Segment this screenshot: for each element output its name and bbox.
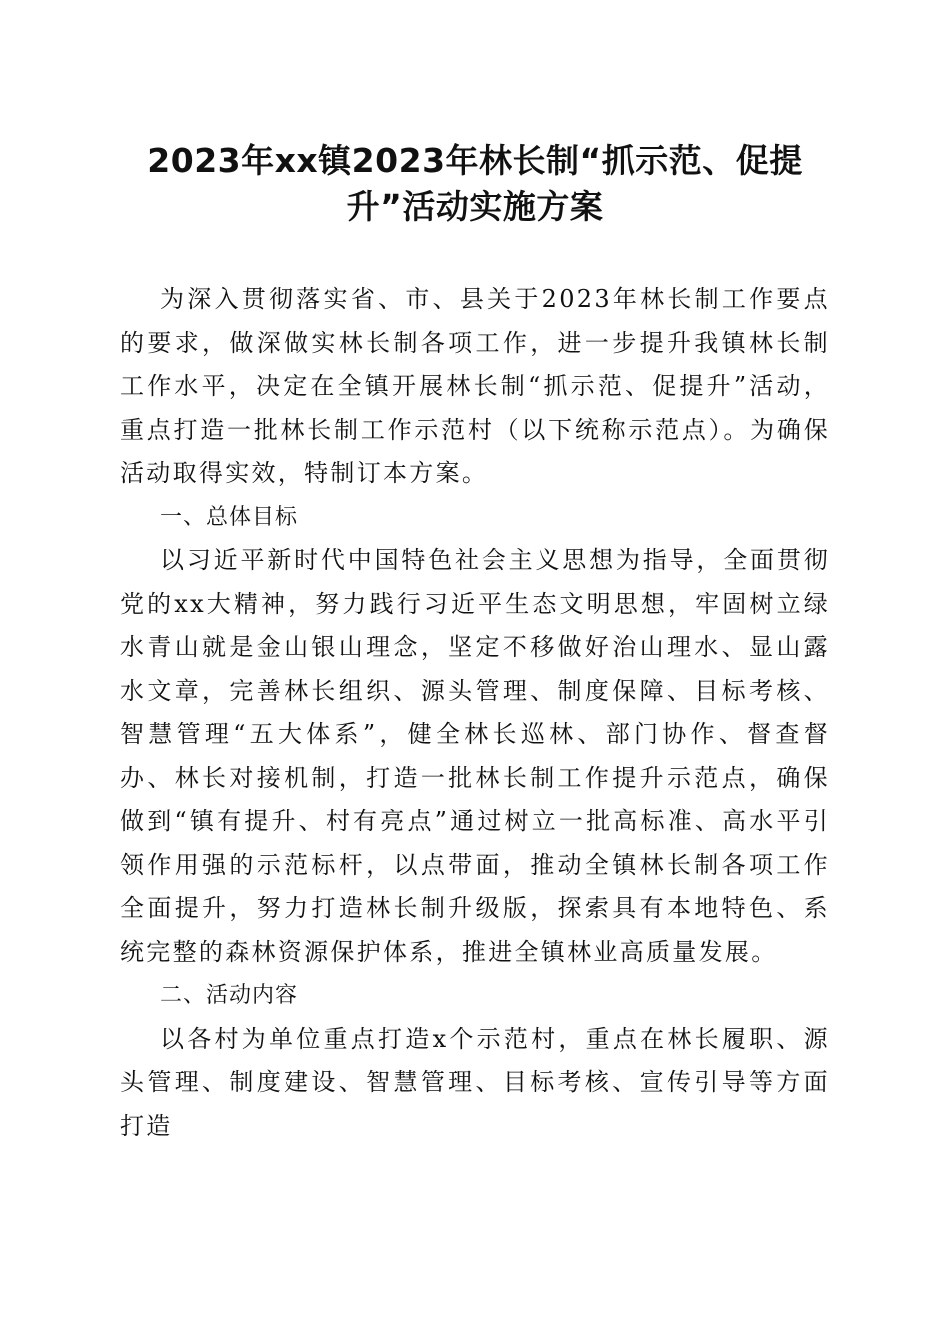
section-heading-2: 二、活动内容 — [160, 983, 299, 1008]
section-2-paragraph: 以各村为单位重点打造x个示范村，重点在林长履职、源头管理、制度建设、智慧管理、目标考核、宣传引导等方面打造 — [120, 1024, 830, 1140]
section-heading-1: 一、总体目标 — [160, 504, 299, 530]
section-1-paragraph: 以习近平新时代中国特色社会主义思想为指导，全面贯彻党的xx大精神，努力践行习近平生态文明思想，牢固树立绿水青山就是金山银山理念，坚定不移做好治山理水、显山露水文章，完善林长组织、源头管理、制度保障、目标考核、智慧管理“五大体系”，健全林长巡林、部门协作、督查督办、林长对接机制，打造一批林长制工作提升示范点，确保做到“镇有提升、村有亮点”通过树立一批高标准、高水平引领作用强的示范标杆，以点带面，推动全镇林长制各项工作全面提升，努力打造林长制升级版，探索具有本地特色、系统完整的森林资源保护体系，推进全镇林业高质量发展。 — [120, 546, 830, 966]
title-line-1: 2023年xx镇2023年林长制“抓示范、促提 — [147, 141, 803, 180]
document-body — [120, 278, 830, 1148]
document-title — [120, 138, 830, 230]
title-line-2: 升”活动实施方案 — [346, 187, 604, 226]
intro-paragraph: 为深入贯彻落实省、市、县关于2023年林长制工作要点的要求，做深做实林长制各项工作，进一步提升我镇林长制工作水平，决定在全镇开展林长制“抓示范、促提升”活动，重点打造一批林长制工作示范村（以下统称示范点）。为确保活动取得实效，特制订本方案。 — [120, 285, 830, 487]
